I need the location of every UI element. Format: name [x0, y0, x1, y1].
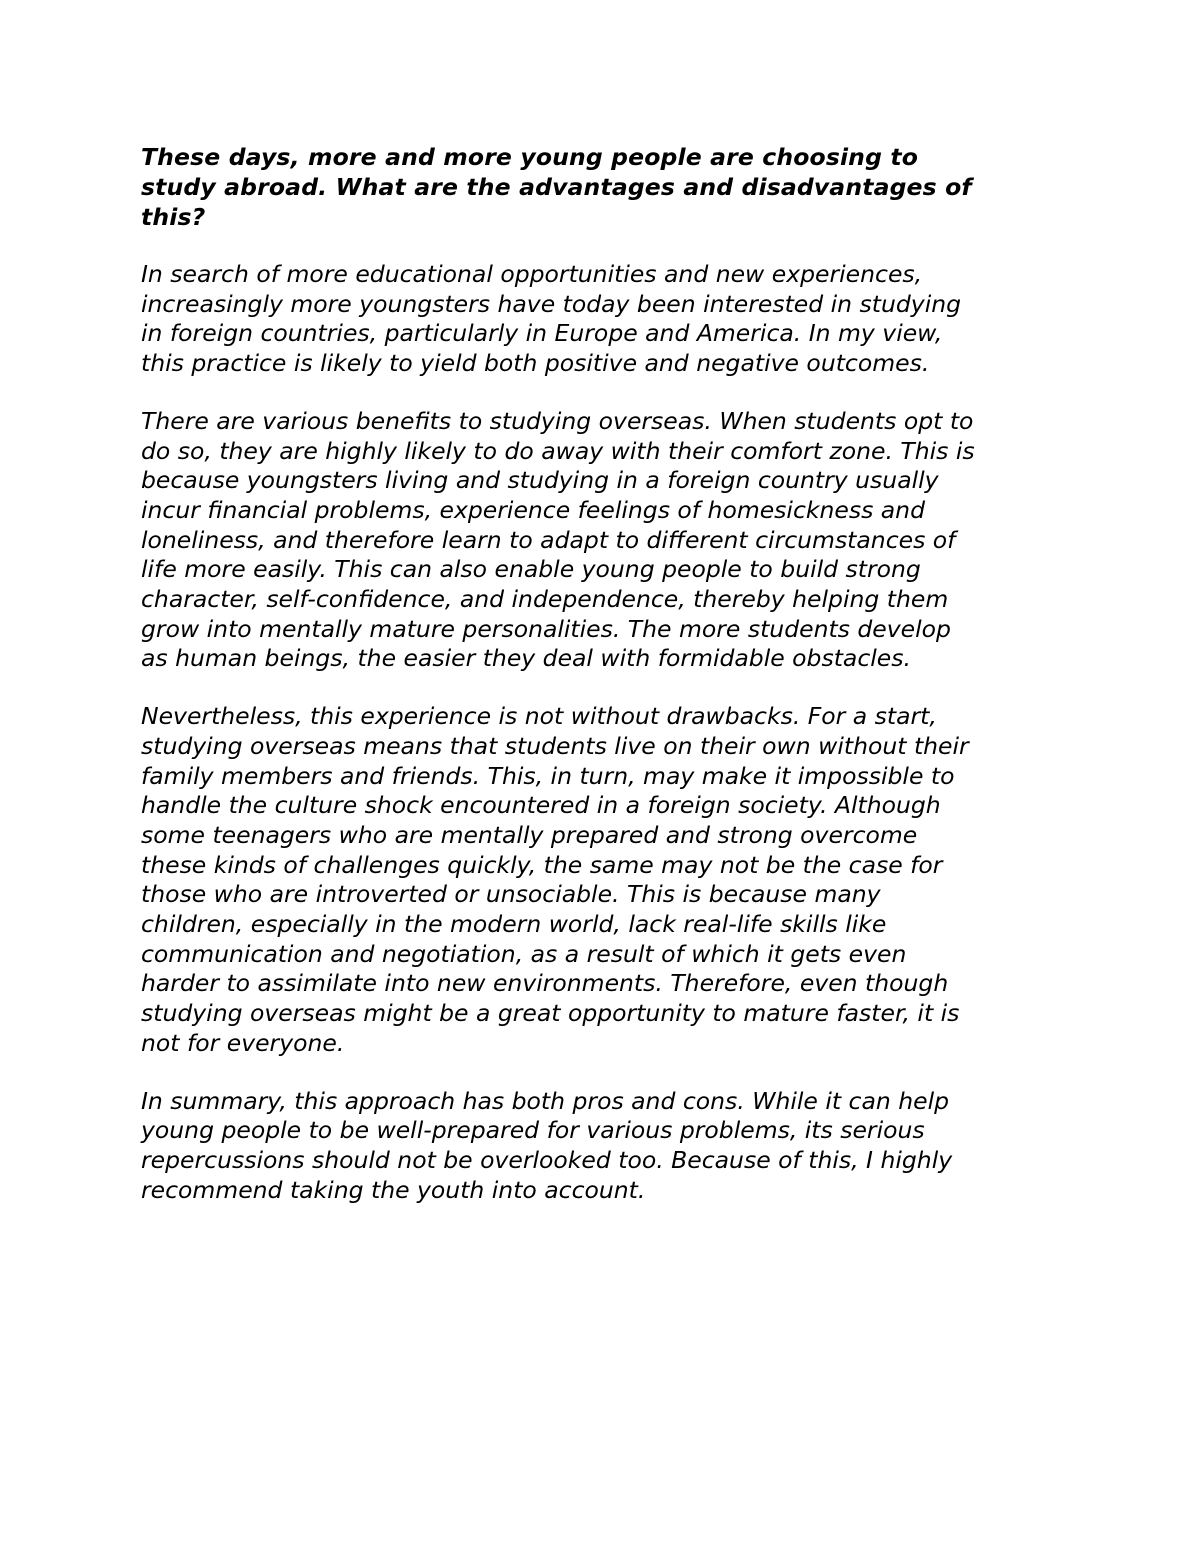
conclusion-paragraph: In summary, this approach has both pros and cons. While it can help young people to be well-prepared for various problems, its serious repercussions should not be overlooked too. Because of this, I highly recommend taking the youth into account. [141, 1086, 953, 1204]
introduction-paragraph: In search of more educational opportunities and new experiences, increasingly more youngsters have today been interested in studying in foreign countries, particularly in Europe and America. In my view, this practice is likely to yield both positive and negative outcomes. [141, 260, 962, 378]
disadvantages-paragraph: Nevertheless, this experience is not without drawbacks. For a start, studying overseas means that students live on their own without their family members and friends. This, in turn, may make it impossible to handle the culture shock encountered in a foreign society. Although some teenagers who are mentally prepared and strong overcome these kinds of challenges quickly, the same may not be the case for those who are introverted or unsociable. This is because many children, especially in the modern world, lack real-life skills like communication and negotiation, as a result of which it gets even harder to assimilate into new environments. Therefore, even though studying overseas might be a great opportunity to mature faster, it is not for everyone. [141, 702, 969, 1057]
essay-body [141, 142, 1053, 1205]
essay-question: These days, more and more young people are choosing to study abroad. What are the advantages and disadvantages of this? [141, 143, 972, 231]
advantages-paragraph: There are various benefits to studying overseas. When students opt to do so, they are highly likely to do away with their comfort zone. This is because youngsters living and studying in a foreign country usually incur financial problems, experience feelings of homesickness and loneliness, and therefore learn to adapt to different circumstances of life more easily. This can also enable young people to build strong character, self-confidence, and independence, thereby helping them grow into mentally mature personalities. The more students develop as human beings, the easier they deal with formidable obstacles. [141, 406, 975, 673]
